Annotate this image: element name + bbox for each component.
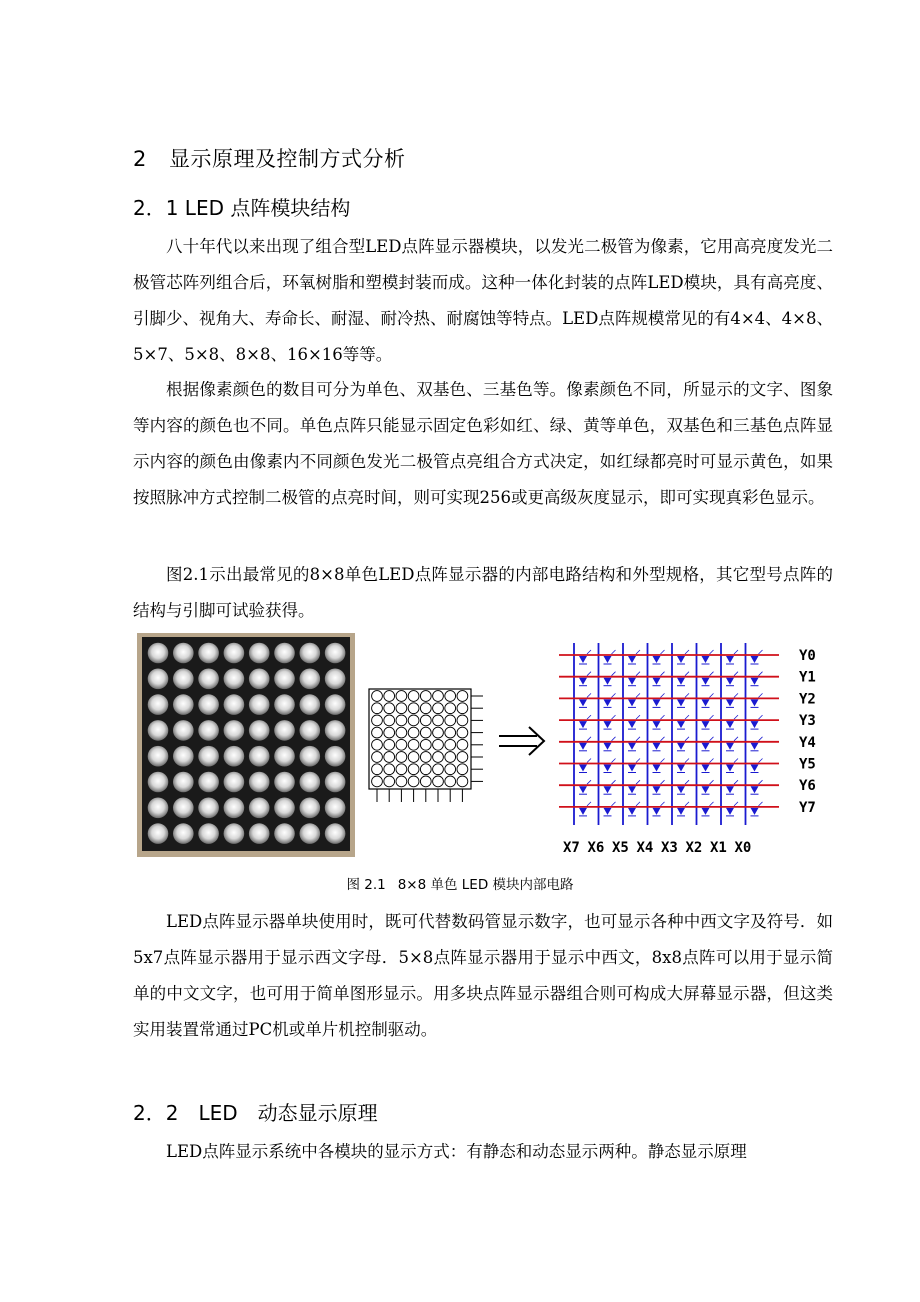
row-label: Y2	[799, 691, 816, 708]
led-diode-symbol	[726, 743, 734, 750]
led-emission-arrow	[734, 715, 738, 719]
outline-led-circle	[372, 739, 383, 750]
led-emission-arrow	[612, 802, 616, 806]
outline-led-circle	[408, 764, 419, 775]
photo-led-dot	[300, 694, 321, 715]
outline-led-circle	[408, 691, 419, 702]
row-label: Y7	[799, 799, 816, 816]
led-emission-arrow	[661, 715, 665, 719]
led-diode-symbol	[653, 765, 661, 772]
led-emission-arrow	[759, 737, 763, 741]
led-diode-symbol	[751, 765, 759, 772]
outline-led-circle	[445, 752, 456, 763]
paragraph-figure-ref: 图2.1示出最常见的8×8单色LED点阵显示器的内部电路结构和外型规格，其它型号点阵的结构与引脚可试验获得。	[133, 565, 833, 620]
outline-led-circle	[408, 715, 419, 726]
led-diode-symbol	[751, 656, 759, 663]
outline-led-circle	[384, 739, 395, 750]
led-diode-symbol	[604, 765, 612, 772]
outline-led-circle	[433, 727, 444, 738]
column-label: X7	[563, 840, 580, 856]
led-emission-arrow	[710, 759, 714, 763]
led-diode-symbol	[579, 721, 587, 728]
led-diode-symbol	[677, 656, 685, 663]
outline-led-circle	[420, 715, 431, 726]
led-diode-symbol	[677, 808, 685, 815]
photo-led-dot	[300, 746, 321, 767]
outline-led-circle	[445, 739, 456, 750]
led-emission-arrow	[661, 672, 665, 676]
led-emission-arrow	[587, 650, 591, 654]
column-label: X3	[661, 840, 678, 856]
section-title: 显示原理及控制方式分析	[169, 147, 406, 171]
led-emission-arrow	[685, 759, 689, 763]
led-emission-arrow	[734, 737, 738, 741]
led-emission-arrow	[759, 715, 763, 719]
photo-led-dot	[173, 669, 194, 690]
photo-led-dot	[148, 694, 169, 715]
led-emission-arrow	[759, 759, 763, 763]
photo-led-dot	[224, 772, 245, 793]
section-number: 2	[133, 147, 147, 171]
led-diode-symbol	[628, 743, 636, 750]
led-diode-symbol	[726, 786, 734, 793]
subsection-heading-1: 2．1 LED 点阵模块结构	[133, 196, 351, 220]
led-emission-arrow	[612, 672, 616, 676]
led-diode-symbol	[604, 808, 612, 815]
led-diode-symbol	[751, 808, 759, 815]
outline-led-circle	[445, 691, 456, 702]
outline-led-circle	[445, 727, 456, 738]
led-matrix-schematic	[559, 643, 816, 856]
photo-led-dot	[224, 694, 245, 715]
photo-led-dot	[274, 669, 295, 690]
photo-led-dot	[249, 798, 270, 819]
photo-led-dot	[325, 823, 346, 844]
led-diode-symbol	[579, 808, 587, 815]
led-emission-arrow	[759, 780, 763, 784]
led-emission-arrow	[661, 759, 665, 763]
outline-led-circle	[384, 727, 395, 738]
led-emission-arrow	[734, 650, 738, 654]
led-emission-arrow	[710, 693, 714, 697]
photo-led-dot	[173, 772, 194, 793]
photo-led-dot	[274, 643, 295, 664]
column-label: X2	[685, 840, 703, 856]
outline-led-circle	[384, 752, 395, 763]
led-diode-symbol	[702, 786, 710, 793]
photo-led-dot	[300, 720, 321, 741]
photo-led-dot	[300, 772, 321, 793]
outline-led-circle	[384, 776, 395, 787]
outline-led-circle	[372, 776, 383, 787]
photo-led-dot	[249, 643, 270, 664]
led-emission-arrow	[587, 715, 591, 719]
photo-led-dot	[173, 720, 194, 741]
photo-led-dot	[249, 746, 270, 767]
photo-led-dot	[224, 720, 245, 741]
photo-led-dot	[274, 720, 295, 741]
photo-led-dot	[325, 798, 346, 819]
led-diode-symbol	[653, 699, 661, 706]
paragraph-colors: 根据像素颜色的数目可分为单色、双基色、三基色等。像素颜色不同，所显示的文字、图象等内容的颜色也不同。单色点阵只能显示固定色彩如红、绿、黄等单色，双基色和三基色点阵显示内容的颜色由像素内不同颜色发光二极管点亮组合方式决定，如红绿都亮时可显示黄色，如果按照脉冲方式控制二极管的点亮时间，则可实现256或更高级灰度显示，即可实现真彩色显示。	[133, 380, 833, 507]
photo-led-dot	[325, 694, 346, 715]
led-emission-arrow	[587, 780, 591, 784]
led-diode-symbol	[677, 699, 685, 706]
photo-led-dot	[173, 694, 194, 715]
outline-led-circle	[445, 715, 456, 726]
photo-led-dot	[198, 772, 219, 793]
module-outline	[369, 689, 471, 789]
led-diode-symbol	[726, 721, 734, 728]
outline-led-circle	[420, 691, 431, 702]
led-emission-arrow	[612, 737, 616, 741]
row-label: Y6	[799, 778, 816, 795]
led-emission-arrow	[685, 715, 689, 719]
outline-led-circle	[396, 776, 407, 787]
outline-led-circle	[420, 764, 431, 775]
led-emission-arrow	[734, 693, 738, 697]
row-label: Y1	[799, 669, 816, 686]
photo-led-dot	[173, 798, 194, 819]
outline-led-circle	[457, 776, 468, 787]
photo-led-dot	[173, 746, 194, 767]
outline-led-circle	[384, 703, 395, 714]
outline-led-circle	[372, 727, 383, 738]
row-label: Y5	[799, 756, 816, 773]
outline-led-circle	[372, 703, 383, 714]
outline-led-circle	[372, 691, 383, 702]
outline-led-circle	[433, 776, 444, 787]
led-emission-arrow	[636, 672, 640, 676]
outline-led-circle	[457, 752, 468, 763]
photo-led-dot	[148, 643, 169, 664]
outline-led-circle	[396, 739, 407, 750]
led-diode-symbol	[702, 808, 710, 815]
led-diode-symbol	[653, 656, 661, 663]
photo-led-dot	[198, 823, 219, 844]
led-diode-symbol	[653, 678, 661, 685]
led-emission-arrow	[661, 693, 665, 697]
led-diode-symbol	[653, 808, 661, 815]
outline-led-circle	[420, 776, 431, 787]
led-emission-arrow	[685, 672, 689, 676]
photo-led-dot	[148, 798, 169, 819]
photo-led-dot	[198, 798, 219, 819]
led-emission-arrow	[759, 693, 763, 697]
led-emission-arrow	[612, 780, 616, 784]
led-diode-symbol	[677, 786, 685, 793]
outline-led-circle	[396, 691, 407, 702]
led-diode-symbol	[604, 721, 612, 728]
photo-led-dot	[274, 798, 295, 819]
led-emission-arrow	[587, 759, 591, 763]
photo-led-dot	[224, 798, 245, 819]
led-emission-arrow	[612, 650, 616, 654]
led-emission-arrow	[636, 715, 640, 719]
led-diode-symbol	[628, 656, 636, 663]
outline-led-circle	[396, 727, 407, 738]
paragraph-usage: LED点阵显示器单块使用时，既可代替数码管显示数字，也可显示各种中西文字及符号．如5x7点阵显示器用于显示西文字母．5×8点阵显示器用于显示中西文，8x8点阵可以用于显示简单的中文文字，也可用于简单图形显示。用多块点阵显示器组合则可构成大屏幕显示器，但这类实用装置常通过PC机或单片机控制驱动。	[133, 912, 833, 1039]
led-diode-symbol	[751, 678, 759, 685]
photo-led-dot	[300, 669, 321, 690]
photo-led-dot	[148, 720, 169, 741]
led-diode-symbol	[702, 678, 710, 685]
led-emission-arrow	[612, 693, 616, 697]
photo-led-dot	[224, 746, 245, 767]
photo-led-dot	[198, 643, 219, 664]
led-diode-symbol	[628, 808, 636, 815]
led-emission-arrow	[734, 672, 738, 676]
led-emission-arrow	[759, 672, 763, 676]
photo-led-dot	[325, 643, 346, 664]
led-emission-arrow	[710, 672, 714, 676]
led-diode-symbol	[726, 808, 734, 815]
outline-led-circle	[433, 703, 444, 714]
led-emission-arrow	[685, 780, 689, 784]
led-diode-symbol	[579, 786, 587, 793]
led-diode-symbol	[653, 721, 661, 728]
outline-led-circle	[420, 739, 431, 750]
figure-caption-number: 图 2.1	[346, 877, 386, 893]
photo-led-dot	[224, 643, 245, 664]
led-emission-arrow	[685, 650, 689, 654]
led-diode-symbol	[579, 765, 587, 772]
led-diode-symbol	[751, 743, 759, 750]
led-diode-symbol	[604, 786, 612, 793]
outline-led-circle	[420, 703, 431, 714]
photo-led-dot	[173, 823, 194, 844]
photo-led-dot	[198, 694, 219, 715]
arrow-icon	[499, 727, 544, 755]
photo-led-dot	[249, 694, 270, 715]
column-label: X4	[636, 840, 654, 856]
outline-led-circle	[408, 727, 419, 738]
led-diode-symbol	[604, 743, 612, 750]
photo-led-dot	[224, 823, 245, 844]
photo-led-dot	[148, 669, 169, 690]
led-diode-symbol	[677, 678, 685, 685]
led-emission-arrow	[661, 802, 665, 806]
photo-led-dot	[274, 823, 295, 844]
led-emission-arrow	[612, 759, 616, 763]
led-diode-symbol	[579, 699, 587, 706]
led-diode-symbol	[702, 765, 710, 772]
outline-led-circle	[457, 715, 468, 726]
outline-led-circle	[420, 752, 431, 763]
outline-led-circle	[372, 715, 383, 726]
led-emission-arrow	[636, 802, 640, 806]
outline-led-circle	[445, 764, 456, 775]
row-label: Y0	[799, 648, 816, 664]
outline-led-circle	[433, 715, 444, 726]
led-emission-arrow	[710, 802, 714, 806]
led-emission-arrow	[734, 759, 738, 763]
photo-led-dot	[249, 669, 270, 690]
photo-led-dot	[148, 746, 169, 767]
outline-led-circle	[457, 703, 468, 714]
led-diode-symbol	[751, 699, 759, 706]
led-emission-arrow	[587, 693, 591, 697]
subsection-heading-2: 2．2 LED 动态显示原理	[133, 1101, 378, 1125]
outline-led-circle	[408, 776, 419, 787]
photo-led-dot	[300, 643, 321, 664]
row-label: Y3	[799, 713, 816, 730]
led-module-figure	[137, 633, 837, 873]
outline-led-circle	[396, 764, 407, 775]
led-emission-arrow	[636, 650, 640, 654]
led-matrix-outline-drawing	[369, 689, 483, 802]
outline-led-circle	[420, 727, 431, 738]
led-diode-symbol	[677, 721, 685, 728]
outline-led-circle	[384, 691, 395, 702]
led-diode-symbol	[604, 656, 612, 663]
led-emission-arrow	[759, 650, 763, 654]
photo-led-dot	[274, 772, 295, 793]
led-diode-symbol	[726, 678, 734, 685]
led-emission-arrow	[612, 715, 616, 719]
outline-led-circle	[457, 727, 468, 738]
led-diode-symbol	[628, 699, 636, 706]
photo-led-dot	[198, 720, 219, 741]
outline-led-circle	[396, 715, 407, 726]
led-diode-symbol	[726, 699, 734, 706]
led-diode-symbol	[628, 721, 636, 728]
outline-led-circle	[384, 764, 395, 775]
led-emission-arrow	[710, 650, 714, 654]
outline-led-circle	[445, 776, 456, 787]
led-diode-symbol	[702, 656, 710, 663]
photo-led-dot	[325, 720, 346, 741]
led-diode-symbol	[677, 743, 685, 750]
photo-led-dot	[198, 746, 219, 767]
led-emission-arrow	[685, 737, 689, 741]
led-emission-arrow	[661, 650, 665, 654]
led-emission-arrow	[587, 737, 591, 741]
led-diode-symbol	[579, 743, 587, 750]
column-label: X5	[612, 840, 629, 856]
outline-led-circle	[433, 739, 444, 750]
photo-led-dot	[249, 823, 270, 844]
led-emission-arrow	[685, 693, 689, 697]
led-diode-symbol	[726, 765, 734, 772]
outline-led-circle	[384, 715, 395, 726]
photo-led-dot	[274, 746, 295, 767]
photo-led-dot	[249, 772, 270, 793]
outline-led-circle	[457, 739, 468, 750]
outline-led-circle	[408, 703, 419, 714]
led-diode-symbol	[628, 765, 636, 772]
led-emission-arrow	[710, 715, 714, 719]
outline-led-circle	[396, 703, 407, 714]
led-diode-symbol	[579, 656, 587, 663]
led-emission-arrow	[661, 780, 665, 784]
figure-led-module	[137, 633, 837, 873]
led-diode-symbol	[604, 678, 612, 685]
outline-led-circle	[457, 691, 468, 702]
paragraph-display-modes: LED点阵显示系统中各模块的显示方式：有静态和动态显示两种。静态显示原理	[166, 1142, 747, 1161]
row-label: Y4	[799, 734, 816, 751]
photo-led-dot	[325, 772, 346, 793]
led-diode-symbol	[653, 743, 661, 750]
outline-led-circle	[433, 752, 444, 763]
photo-led-dot	[325, 669, 346, 690]
led-diode-symbol	[677, 765, 685, 772]
led-emission-arrow	[636, 780, 640, 784]
led-emission-arrow	[587, 802, 591, 806]
led-emission-arrow	[661, 737, 665, 741]
led-diode-symbol	[702, 699, 710, 706]
led-diode-symbol	[628, 786, 636, 793]
led-emission-arrow	[685, 802, 689, 806]
photo-led-dot	[148, 772, 169, 793]
led-diode-symbol	[702, 721, 710, 728]
outline-led-circle	[433, 764, 444, 775]
led-diode-symbol	[751, 786, 759, 793]
column-label: X0	[734, 840, 752, 856]
figure-caption	[0, 873, 920, 893]
photo-led-dot	[300, 798, 321, 819]
led-diode-symbol	[579, 678, 587, 685]
section-heading	[133, 143, 406, 173]
column-label: X6	[587, 840, 605, 856]
paragraph-intro: 八十年代以来出现了组合型LED点阵显示器模块，以发光二极管为像素，它用高亮度发光二极管芯阵列组合后，环氧树脂和塑模封装而成。这种一体化封装的点阵LED模块，具有高亮度、引脚少、视角大、寿命长、耐湿、耐冷热、耐腐蚀等特点。LED点阵规模常见的有4×4、4×8、5×7、5×8、8×8、16×16等等。	[133, 237, 833, 364]
led-emission-arrow	[734, 802, 738, 806]
led-diode-symbol	[751, 721, 759, 728]
led-diode-symbol	[604, 699, 612, 706]
photo-led-dot	[198, 669, 219, 690]
led-diode-symbol	[726, 656, 734, 663]
outline-led-circle	[408, 739, 419, 750]
led-diode-symbol	[653, 786, 661, 793]
photo-led-dot	[249, 720, 270, 741]
outline-led-circle	[396, 752, 407, 763]
outline-led-circle	[433, 691, 444, 702]
led-emission-arrow	[587, 672, 591, 676]
led-emission-arrow	[734, 780, 738, 784]
outline-led-circle	[372, 764, 383, 775]
led-emission-arrow	[710, 737, 714, 741]
led-matrix-photo	[137, 633, 355, 857]
led-emission-arrow	[710, 780, 714, 784]
led-diode-symbol	[628, 678, 636, 685]
led-emission-arrow	[636, 737, 640, 741]
photo-led-dot	[274, 694, 295, 715]
outline-led-circle	[457, 764, 468, 775]
photo-led-dot	[325, 746, 346, 767]
led-emission-arrow	[636, 693, 640, 697]
column-label: X1	[710, 840, 727, 856]
photo-led-dot	[173, 643, 194, 664]
led-diode-symbol	[702, 743, 710, 750]
outline-led-circle	[372, 752, 383, 763]
outline-led-circle	[408, 752, 419, 763]
photo-led-dot	[224, 669, 245, 690]
led-emission-arrow	[759, 802, 763, 806]
figure-caption-text: 8×8 单色 LED 模块内部电路	[397, 877, 574, 893]
photo-led-dot	[300, 823, 321, 844]
led-emission-arrow	[636, 759, 640, 763]
outline-led-circle	[445, 703, 456, 714]
photo-led-dot	[148, 823, 169, 844]
